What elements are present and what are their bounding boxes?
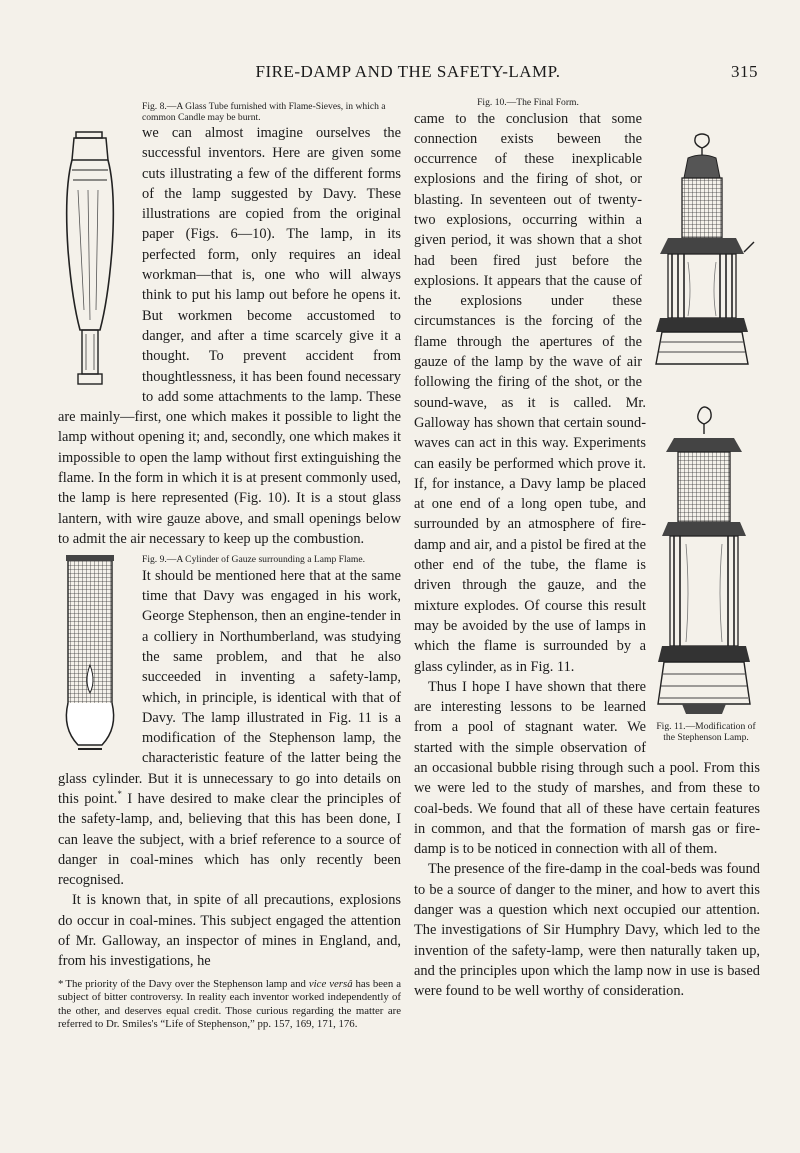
- page-number: 315: [731, 62, 758, 81]
- right-paragraph-1: came to the conclusion that some connection exists beween the occurrence of these inexplicable explosions and the firing of shot, or blasting. In seventeen out of twenty-two explosions, occurring within a given period, it was shown that a shot had been fired just before the explosions. It appears that the cause of the explosions under these circumstances is the forcing of the flame through the apertures of the gauze of the lamp by the wave of air following the firing of the shot, or the sound-wave, as it is called. Mr. Galloway has shown that certain sound-waves can act in this way. Experiments can easily be performed which prove it. If, for instance, a Davy lamp be placed at one end of a long open tube, and surrounded by an atmosphere of fire-damp and air, and a pistol be fired at the other end of the tube, the flame is driven through the gauze, and the mixture explodes. Of course this result may be avoided by the use of lamps in which the flame is surrounded by a glass cylinder, as in Fig. 11.: [414, 110, 646, 675]
- figure-11: [652, 404, 760, 743]
- figure-8: [58, 130, 136, 388]
- figure-9-caption: Fig. 9.—A Cylinder of Gauze surrounding a Lamp Flame.: [142, 554, 366, 566]
- page-header-title: FIRE-DAMP AND THE SAFETY-LAMP.: [255, 62, 561, 81]
- figure-9: [58, 553, 136, 753]
- final-form-lamp-illustration: [648, 132, 756, 376]
- figure-11-caption: Fig. 11.—Modification of the Stephenson Lamp.: [656, 721, 756, 743]
- gauze-cylinder-illustration: [58, 553, 122, 753]
- left-paragraph-2a: It should be mentioned here that at the same time that Davy was engaged in his work, George Stephenson, then an engine-tender in a colliery in Northumberland, was studying the same problem, and that he also succeeded in inventing a safety-lamp, which, in principle, is identical with that of Davy. The lamp illustrated in Fig. 11 is a modification of the Stephenson lamp, the characteristic feature of the latter being the glass cylinder. But it is unnecessary to go into details on this point.: [58, 567, 401, 807]
- right-column: [414, 96, 760, 1002]
- stephenson-lamp-illustration: [652, 404, 756, 720]
- left-paragraph-3: It is known that, in spite of all precautions, explosions do occur in coal-mines. This subject engaged the attention of Mr. Galloway, an inspector of mines in England, and, from his investigations, he: [58, 892, 401, 970]
- figure-10-caption: Fig. 10.—The Final Form.: [477, 97, 579, 108]
- right-paragraph-2: Thus I hope I have shown that there are interesting lessons to be learned from a pool of stagnant water. We started with the simple observation of an occasional bubble rising through such a pool. From this we were led to the study of marshes, and from these to coal-beds. We found that all of these have certain features in common, and that the formation of marsh gas or fire-damp is to be noticed in connection with all of them.: [414, 678, 760, 858]
- footnote-text-b: has been a subject of bitter controversy. In reality each inventor worked independently of the other, and deserves equal credit. Those curious regarding the matter are referred to Dr. Smiles's “Life of Stephenson,” pp. 157, 169, 171, 176.: [58, 977, 401, 1031]
- footnote-marker: *: [117, 789, 122, 800]
- footnote-italic: vice versâ: [308, 977, 353, 990]
- left-paragraph-2b: I have desired to make clear the principles of the safety-lamp, and, believing that this has been done, I can leave the subject, with a brief reference to a source of danger in coal-mines which has only recently been recognised.: [58, 791, 401, 889]
- left-column: [58, 96, 401, 1032]
- left-paragraph-1: we can almost imagine ourselves the successful inventors. Here are given some cuts illustrating a few of the different forms of the lamp suggested by Davy. These illustrations are copied from the original paper (Figs. 6—10). The lamp, in its perfected form, only requires an ideal workman—that is, one who will always think to put his lamp out before he opens it. But workmen become accustomed to danger, and after a time scarcely give it a thought. To prevent accident from thoughtlessness, it has been found necessary to add some attachments to the lamp. These are mainly—first, one which makes it possible to light the lamp without opening it; and, secondly, one which makes it impossible to open the lamp without first extinguishing the flame. In the form in which it is at present commonly used, the lamp is here represented (Fig. 10). It is a stout glass lantern, with wire gauze above, and small openings below to admit the air necessary to keep up the combustion.: [58, 125, 401, 547]
- running-header: [58, 62, 758, 84]
- figure-8-caption: Fig. 8.—A Glass Tube furnished with Flame-Sieves, in which a common Candle may be burnt.: [142, 101, 386, 123]
- footnote-mark: *: [58, 977, 64, 990]
- glass-tube-illustration: [58, 130, 122, 388]
- footnote: [58, 978, 401, 1032]
- footnote-text-a: The priority of the Davy over the Stephenson lamp and: [65, 977, 309, 990]
- figure-10: [648, 132, 760, 376]
- right-paragraph-3: The presence of the fire-damp in the coal-beds was found to be a source of danger to the miner, and how to avert this danger was a question which next occupied our attention. The investigations of Sir Humphry Davy, which led to the invention of the safety-lamp, were then naturally taken up, and the principles upon which the lamp now in use is based were found to be well worthy of consideration.: [414, 861, 760, 1000]
